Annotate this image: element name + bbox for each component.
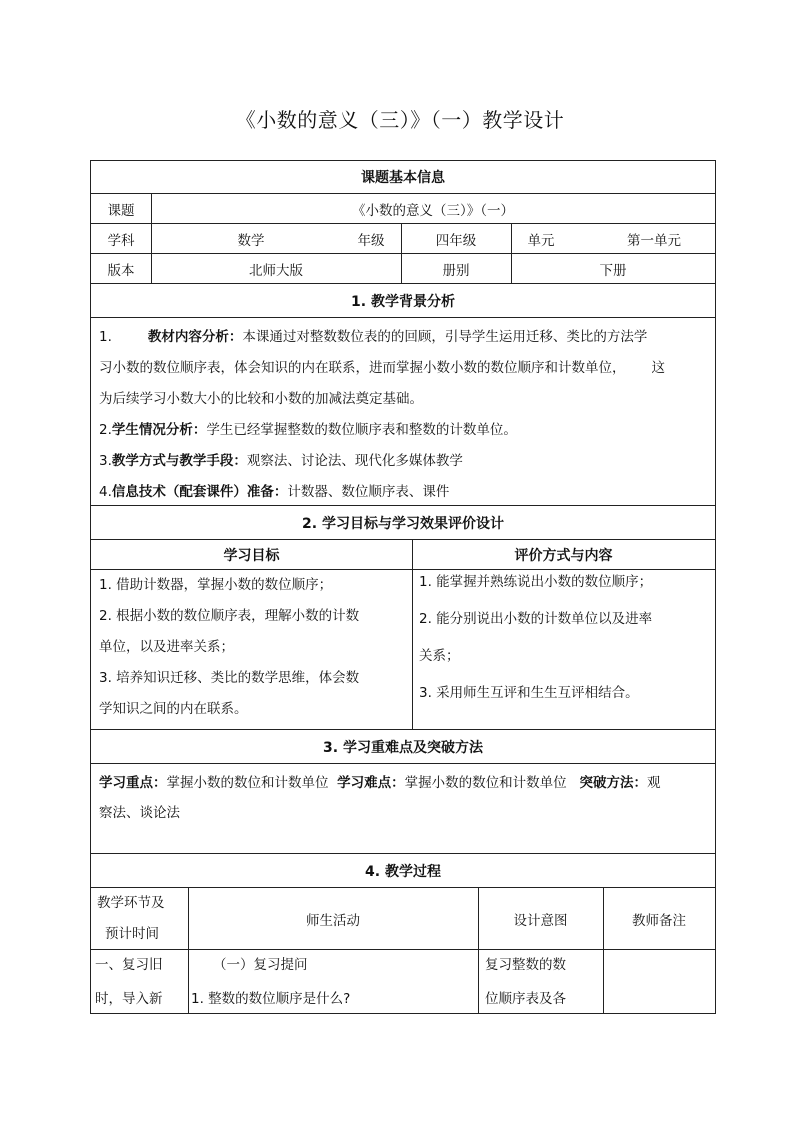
eval-list — [419, 564, 709, 712]
topic-label: 课题 — [107, 202, 135, 219]
edition-label: 版本 — [107, 262, 135, 279]
eval-line: 3. 采用师生互评和生生互评相结合。 — [419, 685, 639, 701]
intent-column-header: 设计意图 — [513, 912, 568, 929]
topic-row — [90, 194, 716, 224]
notes-column-header: 教师备注 — [632, 912, 686, 929]
subject-value: 数学 — [237, 232, 265, 249]
goals-column-header: 学习目标 — [223, 547, 280, 564]
analysis-item-4: 4.信息技术（配套课件）准备：计数器、数位顺序表、课件 — [99, 484, 450, 500]
process-row — [90, 950, 716, 1014]
volume-label: 册别 — [442, 262, 470, 279]
stage-cell: 一、复习旧 时，导入新 — [95, 957, 163, 1007]
stage-column-header: 教学环节及 预计时间 — [97, 895, 165, 942]
subject-row — [90, 224, 716, 254]
goal-line: 学知识之间的内在联系。 — [99, 701, 248, 717]
process-column-header-row — [90, 888, 716, 950]
eval-line: 1. 能掌握并熟练说出小数的数位顺序； — [419, 574, 653, 590]
activity-column-header: 师生活动 — [306, 912, 360, 929]
key-points-line-2: 察法、谈论法 — [99, 805, 180, 821]
basic-info-header: 课题基本信息 — [361, 170, 445, 186]
topic-value: 《小数的意义（三）》（一） — [352, 202, 514, 219]
activity-cell: （一）复习提问 1. 整数的数位顺序是什么? — [191, 957, 351, 1007]
volume-value: 下册 — [599, 262, 627, 279]
analysis-item-1-line-2: 习小数的数位顺序表，体会知识的内在联系，进而掌握小数小数的数位顺序和计数单位， 这 — [99, 360, 665, 376]
section1-content — [90, 318, 716, 506]
goal-line: 3. 培养知识迁移、类比的数学思维，体会数 — [99, 670, 360, 686]
eval-line: 2. 能分别说出小数的计数单位以及进率 — [419, 611, 653, 627]
edition-value: 北师大版 — [249, 262, 303, 279]
unit-label: 单元 — [527, 232, 555, 249]
section3-body-row — [90, 764, 716, 854]
section2-header: 2. 学习目标与学习效果评价设计 — [302, 515, 504, 532]
section3-header-row — [90, 730, 716, 764]
basic-info-header-row — [90, 160, 716, 194]
key-points-line: 学习重点：掌握小数的数位和计数单位 学习难点：掌握小数的数位和计数单位 突破方法：观 — [99, 775, 661, 791]
analysis-item-1-line-3: 为后续学习小数大小的比较和小数的加减法奠定基础。 — [99, 391, 423, 407]
eval-line: 关系； — [419, 648, 460, 664]
section2-body-row — [90, 570, 716, 730]
grade-value: 四年级 — [435, 232, 477, 249]
section3-header: 3. 学习重难点及突破方法 — [323, 739, 483, 756]
lesson-plan-table — [90, 160, 716, 1014]
eval-column-header: 评价方式与内容 — [514, 547, 613, 564]
grade-label: 年级 — [357, 232, 385, 249]
section2-header-row — [90, 506, 716, 540]
intent-cell: 复习整数的数 位顺序表及各 — [485, 957, 566, 1007]
analysis-item-3: 3.教学方式与教学手段：观察法、讨论法、现代化多媒体教学 — [99, 453, 463, 469]
goal-line: 1. 借助计数器，掌握小数的数位顺序； — [99, 577, 333, 593]
section4-header: 4. 教学过程 — [365, 863, 441, 880]
unit-value: 第一单元 — [627, 232, 681, 249]
edition-row — [90, 254, 716, 284]
goal-line: 单位，以及进率关系； — [99, 639, 234, 655]
section1-header: 1. 教学背景分析 — [351, 293, 455, 310]
subject-label: 学科 — [107, 232, 135, 249]
goal-line: 2. 根据小数的数位顺序表，理解小数的计数 — [99, 608, 360, 624]
section1-header-row — [90, 284, 716, 318]
analysis-item-1-line-1: 1. 教材内容分析：本课通过对整数数位表的的回顾，引导学生运用迁移、类比的方法学 — [99, 329, 648, 345]
analysis-item-2: 2.学生情况分析：学生已经掌握整数的数位顺序表和整数的计数单位。 — [99, 422, 517, 438]
goals-list — [99, 570, 409, 725]
section4-header-row — [90, 854, 716, 888]
document-title: 《小数的意义（三）》（一）教学设计 — [235, 108, 565, 132]
